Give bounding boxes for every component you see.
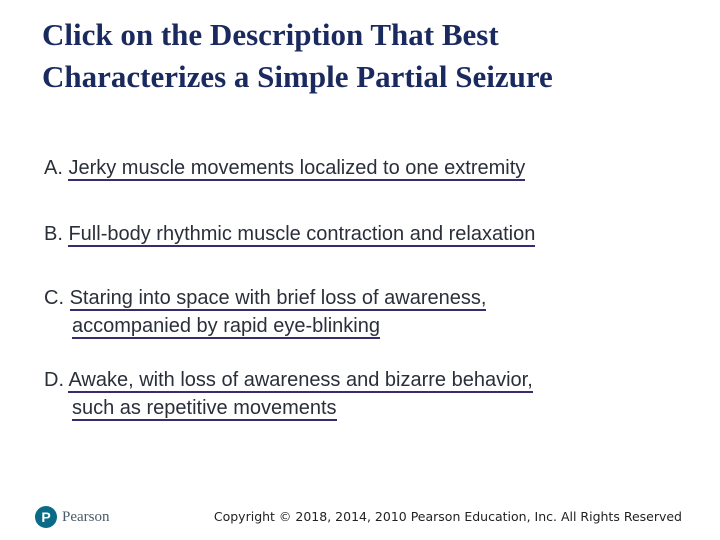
option-c-link-line-2[interactable]: accompanied by rapid eye-blinking: [72, 315, 380, 337]
slide-title-line-1: Click on the Description That Best: [42, 17, 499, 52]
pearson-logo-icon: P: [35, 506, 57, 528]
option-c-letter: C.: [44, 287, 64, 309]
option-a-letter: A.: [44, 157, 63, 179]
option-d: [44, 366, 684, 422]
option-b-letter: B.: [44, 223, 63, 245]
option-d-continuation: [44, 394, 684, 422]
option-d-link-line-1[interactable]: Awake, with loss of awareness and bizarre behavior,: [68, 369, 533, 391]
slide-title-line-2: Characterizes a Simple Partial Seizure: [42, 59, 553, 94]
option-a-link[interactable]: Jerky muscle movements localized to one extremity: [68, 157, 526, 179]
copyright-notice: Copyright © 2018, 2014, 2010 Pearson Education, Inc. All Rights Reserved: [213, 509, 682, 524]
option-d-letter: D.: [44, 369, 64, 391]
pearson-logo: [35, 505, 110, 529]
option-d-link-line-2[interactable]: such as repetitive movements: [72, 397, 337, 419]
option-b: [44, 220, 684, 248]
option-c-continuation: [44, 312, 684, 340]
pearson-logo-word: Pearson: [62, 508, 110, 525]
option-c: [44, 284, 684, 340]
option-b-link[interactable]: Full-body rhythmic muscle contraction and relaxation: [68, 223, 536, 245]
slide-title: [42, 14, 692, 98]
option-c-link-line-1[interactable]: Staring into space with brief loss of awareness,: [69, 287, 487, 309]
option-a: [44, 154, 684, 182]
